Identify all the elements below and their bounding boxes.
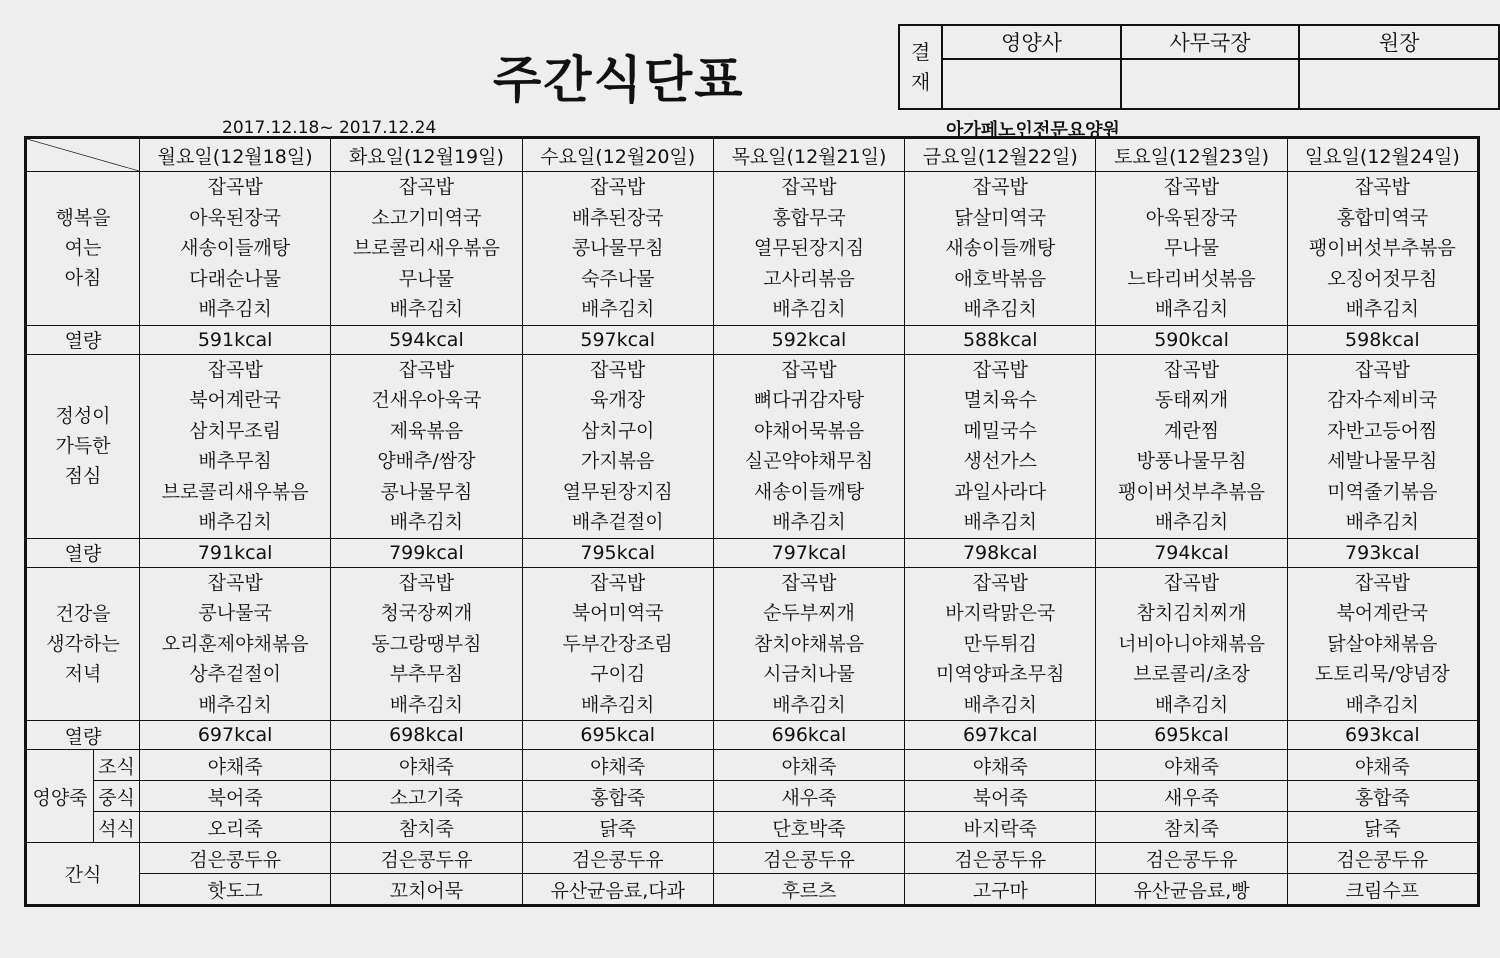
menu-item: 삼치무조림 bbox=[189, 419, 282, 442]
menu-item: 계란찜 bbox=[1164, 419, 1220, 442]
menu-item: 닭살미역국 bbox=[954, 206, 1047, 229]
menu-cell bbox=[522, 567, 713, 721]
meal-label-line: 생각하는 bbox=[46, 632, 120, 655]
calorie-value: 696kcal bbox=[713, 721, 904, 750]
menu-item: 배추김치 bbox=[198, 693, 272, 716]
calorie-label: 열량 bbox=[26, 325, 140, 354]
menu-item: 잡곡밥 bbox=[590, 571, 646, 594]
menu-item: 가지볶음 bbox=[580, 450, 655, 472]
menu-item: 열무된장지짐 bbox=[753, 237, 865, 259]
meal-label-line: 정성이 bbox=[55, 405, 111, 427]
menu-item: 배추김치 bbox=[580, 693, 655, 716]
menu-cell bbox=[905, 172, 1096, 326]
menu-item: 잡곡밥 bbox=[781, 176, 837, 198]
meal-row bbox=[26, 172, 1479, 326]
menu-item: 배추김치 bbox=[772, 511, 846, 533]
porridge-item: 단호박죽 bbox=[713, 812, 904, 843]
menu-item: 만두튀김 bbox=[963, 632, 1037, 655]
porridge-meal-label: 중식 bbox=[94, 781, 140, 812]
porridge-label: 영양죽 bbox=[26, 750, 94, 843]
menu-item: 아욱된장국 bbox=[1145, 206, 1238, 229]
calorie-value: 793kcal bbox=[1287, 538, 1478, 567]
snack-item: 꼬치어묵 bbox=[331, 874, 522, 906]
porridge-meal-label: 석식 bbox=[94, 812, 140, 843]
menu-item: 콩나물국 bbox=[198, 602, 272, 624]
menu-item: 배추김치 bbox=[198, 511, 272, 533]
snack-item: 검은콩두유 bbox=[331, 843, 522, 874]
menu-item: 배추김치 bbox=[1154, 298, 1229, 320]
porridge-row bbox=[26, 812, 1479, 843]
menu-item: 배추무침 bbox=[198, 450, 272, 472]
day-header: 목요일(12월21일) bbox=[713, 138, 904, 172]
calorie-value: 597kcal bbox=[522, 325, 713, 354]
menu-item: 배추김치 bbox=[963, 511, 1037, 533]
menu-item: 오리훈제야채볶음 bbox=[161, 632, 309, 655]
calorie-value: 795kcal bbox=[522, 538, 713, 567]
approval-role-secretary-general: 사무국장 bbox=[1121, 25, 1300, 59]
snack-item: 유산균음료,다과 bbox=[522, 874, 713, 906]
day-header: 일요일(12월24일) bbox=[1287, 138, 1478, 172]
menu-item: 홍합미역국 bbox=[1336, 206, 1429, 229]
menu-item: 홍합무국 bbox=[772, 206, 846, 229]
calorie-value: 797kcal bbox=[713, 538, 904, 567]
menu-item: 도토리묵/양념장 bbox=[1314, 663, 1450, 685]
day-header-row bbox=[26, 138, 1479, 172]
menu-item: 잡곡밥 bbox=[1354, 358, 1410, 381]
meal-row bbox=[26, 354, 1479, 538]
porridge-item: 야채죽 bbox=[905, 750, 1096, 781]
calorie-label: 열량 bbox=[26, 721, 140, 750]
snack-item: 검은콩두유 bbox=[905, 843, 1096, 874]
menu-item: 과일사라다 bbox=[954, 480, 1047, 503]
menu-item: 배추된장국 bbox=[571, 206, 664, 229]
porridge-item: 바지락죽 bbox=[905, 812, 1096, 843]
menu-item: 잡곡밥 bbox=[1354, 571, 1410, 594]
porridge-item: 야채죽 bbox=[1096, 750, 1287, 781]
menu-item: 감자수제비국 bbox=[1327, 389, 1438, 411]
meal-label-line: 아침 bbox=[64, 267, 102, 290]
menu-item: 배추김치 bbox=[963, 298, 1037, 320]
calorie-row bbox=[26, 538, 1479, 567]
approval-label-line2: 재 bbox=[910, 70, 931, 94]
snack-item: 유산균음료,빵 bbox=[1096, 874, 1287, 906]
calorie-value: 598kcal bbox=[1287, 325, 1478, 354]
menu-item: 배추김치 bbox=[772, 693, 846, 716]
calorie-value: 799kcal bbox=[331, 538, 522, 567]
menu-item: 너비아니야채볶음 bbox=[1118, 632, 1265, 655]
approval-role-nutritionist: 영양사 bbox=[942, 25, 1121, 59]
porridge-item: 오리죽 bbox=[140, 812, 331, 843]
corner-cell bbox=[26, 138, 140, 172]
porridge-item: 닭죽 bbox=[522, 812, 713, 843]
menu-item: 양배추/쌈장 bbox=[377, 450, 476, 472]
menu-item: 잡곡밥 bbox=[972, 176, 1028, 198]
menu-item: 바지락맑은국 bbox=[945, 602, 1056, 624]
approval-label-line1: 결 bbox=[910, 40, 931, 64]
day-header: 월요일(12월18일) bbox=[140, 138, 331, 172]
approval-label bbox=[899, 25, 942, 109]
calorie-value: 698kcal bbox=[331, 721, 522, 750]
menu-cell bbox=[905, 567, 1096, 721]
porridge-item: 야채죽 bbox=[1287, 750, 1478, 781]
day-header: 화요일(12월19일) bbox=[331, 138, 522, 172]
porridge-item: 야채죽 bbox=[140, 750, 331, 781]
day-header: 토요일(12월23일) bbox=[1096, 138, 1287, 172]
menu-item: 실곤약야채무침 bbox=[744, 450, 874, 472]
calorie-value: 794kcal bbox=[1096, 538, 1287, 567]
meal-label-line: 가득한 bbox=[55, 435, 111, 457]
porridge-item: 야채죽 bbox=[331, 750, 522, 781]
menu-item: 새송이들깨탕 bbox=[180, 237, 291, 259]
menu-item: 잡곡밥 bbox=[207, 358, 263, 381]
menu-item: 잡곡밥 bbox=[1164, 358, 1220, 381]
menu-cell bbox=[1096, 567, 1287, 721]
menu-cell bbox=[713, 567, 904, 721]
menu-item: 배추김치 bbox=[389, 511, 464, 533]
menu-item: 배추겉절이 bbox=[571, 511, 664, 533]
snack-item: 검은콩두유 bbox=[713, 843, 904, 874]
menu-item: 잡곡밥 bbox=[207, 176, 263, 198]
calorie-row bbox=[26, 721, 1479, 750]
day-header: 금요일(12월22일) bbox=[905, 138, 1096, 172]
snack-item: 검은콩두유 bbox=[1287, 843, 1478, 874]
snack-row bbox=[26, 843, 1479, 874]
menu-cell bbox=[140, 567, 331, 721]
porridge-item: 북어죽 bbox=[140, 781, 331, 812]
porridge-row bbox=[26, 781, 1479, 812]
menu-item: 생선가스 bbox=[963, 450, 1037, 472]
menu-item: 배추김치 bbox=[1345, 511, 1420, 533]
menu-item: 메밀국수 bbox=[963, 419, 1037, 442]
menu-cell bbox=[1287, 172, 1478, 326]
porridge-item: 참치죽 bbox=[331, 812, 522, 843]
menu-item: 콩나물무침 bbox=[571, 237, 664, 259]
menu-item: 팽이버섯부추볶음 bbox=[1118, 480, 1265, 503]
menu-item: 배추김치 bbox=[389, 298, 464, 320]
porridge-item: 참치죽 bbox=[1096, 812, 1287, 843]
menu-item: 북어미역국 bbox=[571, 602, 664, 624]
porridge-item: 홍합죽 bbox=[1287, 781, 1478, 812]
menu-item: 소고기미역국 bbox=[371, 206, 482, 229]
menu-item: 오징어젓무침 bbox=[1327, 267, 1438, 290]
calorie-value: 588kcal bbox=[905, 325, 1096, 354]
menu-item: 부추무침 bbox=[389, 663, 464, 685]
meal-label bbox=[26, 354, 140, 538]
menu-item: 야채어묵볶음 bbox=[753, 419, 865, 442]
calorie-value: 695kcal bbox=[522, 721, 713, 750]
porridge-item: 야채죽 bbox=[522, 750, 713, 781]
signature-box-nutritionist bbox=[942, 59, 1121, 109]
menu-item: 배추김치 bbox=[772, 298, 846, 320]
menu-cell bbox=[1287, 567, 1478, 721]
menu-item: 미역양파초무침 bbox=[936, 663, 1065, 685]
facility-name: 아가페노인전문요양원 bbox=[946, 120, 1120, 141]
snack-item: 고구마 bbox=[905, 874, 1096, 906]
porridge-item: 새우죽 bbox=[713, 781, 904, 812]
menu-item: 순두부찌개 bbox=[763, 602, 855, 624]
porridge-row bbox=[26, 750, 1479, 781]
menu-item: 상추겉절이 bbox=[189, 663, 282, 685]
meal-label-line: 건강을 bbox=[55, 602, 111, 625]
menu-item: 잡곡밥 bbox=[207, 571, 263, 594]
menu-item: 숙주나물 bbox=[580, 267, 655, 290]
menu-cell bbox=[713, 172, 904, 326]
menu-item: 닭살야채볶음 bbox=[1327, 632, 1438, 655]
calorie-value: 590kcal bbox=[1096, 325, 1287, 354]
menu-item: 아욱된장국 bbox=[189, 206, 282, 229]
menu-item: 브로콜리/초장 bbox=[1133, 663, 1250, 685]
menu-item: 팽이버섯부추볶음 bbox=[1308, 237, 1456, 259]
day-header: 수요일(12월20일) bbox=[522, 138, 713, 172]
page-title: 주간식단표 bbox=[493, 51, 745, 109]
menu-item: 새송이들깨탕 bbox=[945, 237, 1056, 259]
menu-item: 잡곡밥 bbox=[1354, 176, 1410, 198]
meal-label-line: 여는 bbox=[64, 237, 102, 260]
calorie-value: 798kcal bbox=[905, 538, 1096, 567]
calorie-value: 591kcal bbox=[140, 325, 331, 354]
menu-item: 육개장 bbox=[590, 389, 646, 411]
menu-item: 건새우아욱국 bbox=[371, 389, 482, 411]
menu-item: 동태찌개 bbox=[1154, 389, 1229, 411]
menu-cell bbox=[905, 354, 1096, 538]
menu-item: 잡곡밥 bbox=[398, 176, 454, 198]
menu-item: 잡곡밥 bbox=[781, 571, 837, 594]
meal-label bbox=[26, 567, 140, 721]
snack-label: 간식 bbox=[26, 843, 140, 906]
menu-cell bbox=[1096, 354, 1287, 538]
menu-item: 북어계란국 bbox=[1336, 602, 1429, 624]
meal-label-line: 저녁 bbox=[64, 662, 102, 685]
menu-item: 브로콜리새우볶음 bbox=[161, 480, 309, 503]
porridge-item: 새우죽 bbox=[1096, 781, 1287, 812]
menu-item: 잡곡밥 bbox=[781, 358, 837, 381]
meal-label-line: 점심 bbox=[64, 465, 102, 487]
menu-item: 배추김치 bbox=[963, 693, 1037, 716]
menu-item: 자반고등어찜 bbox=[1327, 419, 1438, 442]
menu-item: 무나물 bbox=[1164, 237, 1220, 259]
menu-cell bbox=[1287, 354, 1478, 538]
meal-label bbox=[26, 172, 140, 326]
meal-label-line: 행복을 bbox=[55, 207, 111, 230]
menu-item: 청국장찌개 bbox=[380, 602, 473, 624]
menu-item: 잡곡밥 bbox=[1164, 571, 1220, 594]
menu-item: 두부간장조림 bbox=[562, 632, 673, 655]
porridge-item: 야채죽 bbox=[713, 750, 904, 781]
calorie-value: 791kcal bbox=[140, 538, 331, 567]
menu-item: 미역줄기볶음 bbox=[1327, 480, 1438, 503]
snack-item: 크림수프 bbox=[1287, 874, 1478, 906]
porridge-item: 닭죽 bbox=[1287, 812, 1478, 843]
menu-period: 2017.12.18~ 2017.12.24 bbox=[222, 118, 437, 138]
snack-item: 검은콩두유 bbox=[522, 843, 713, 874]
menu-item: 배추김치 bbox=[1345, 298, 1420, 320]
snack-item: 검은콩두유 bbox=[1096, 843, 1287, 874]
menu-item: 브로콜리새우볶음 bbox=[353, 237, 500, 259]
snack-item: 후르츠 bbox=[713, 874, 904, 906]
snack-item: 검은콩두유 bbox=[140, 843, 331, 874]
menu-cell bbox=[522, 172, 713, 326]
calorie-value: 695kcal bbox=[1096, 721, 1287, 750]
menu-cell bbox=[1096, 172, 1287, 326]
porridge-meal-label: 조식 bbox=[94, 750, 140, 781]
menu-item: 잡곡밥 bbox=[972, 358, 1028, 381]
porridge-item: 북어죽 bbox=[905, 781, 1096, 812]
menu-item: 배추김치 bbox=[1345, 693, 1420, 716]
calorie-value: 693kcal bbox=[1287, 721, 1478, 750]
menu-item: 잡곡밥 bbox=[972, 571, 1028, 594]
menu-item: 동그랑땡부침 bbox=[371, 632, 482, 655]
menu-item: 배추김치 bbox=[389, 693, 464, 716]
signature-box-secretary-general bbox=[1121, 59, 1300, 109]
menu-item: 배추김치 bbox=[1154, 693, 1229, 716]
menu-item: 잡곡밥 bbox=[398, 571, 454, 594]
menu-item: 삼치구이 bbox=[580, 419, 655, 442]
calorie-label: 열량 bbox=[26, 538, 140, 567]
menu-item: 잡곡밥 bbox=[590, 358, 646, 381]
menu-item: 제육볶음 bbox=[389, 419, 464, 442]
menu-item: 북어계란국 bbox=[189, 389, 282, 411]
menu-item: 느타리버섯볶음 bbox=[1127, 267, 1256, 290]
meal-row bbox=[26, 567, 1479, 721]
menu-item: 참치야채볶음 bbox=[753, 632, 865, 655]
menu-item: 애호박볶음 bbox=[954, 267, 1047, 290]
menu-item: 잡곡밥 bbox=[398, 358, 454, 381]
menu-cell bbox=[713, 354, 904, 538]
porridge-item: 홍합죽 bbox=[522, 781, 713, 812]
menu-item: 무나물 bbox=[398, 267, 454, 290]
menu-item: 다래순나물 bbox=[189, 267, 282, 290]
porridge-item: 소고기죽 bbox=[331, 781, 522, 812]
menu-item: 잡곡밥 bbox=[590, 176, 646, 198]
menu-item: 구이김 bbox=[590, 663, 646, 685]
menu-item: 콩나물무침 bbox=[380, 480, 473, 503]
menu-item: 배추김치 bbox=[198, 298, 272, 320]
calorie-row bbox=[26, 325, 1479, 354]
approval-box bbox=[898, 24, 1500, 110]
calorie-value: 594kcal bbox=[331, 325, 522, 354]
menu-cell bbox=[140, 172, 331, 326]
snack-row bbox=[26, 874, 1479, 906]
menu-cell bbox=[522, 354, 713, 538]
approval-role-director: 원장 bbox=[1299, 25, 1499, 59]
menu-item: 시금치나물 bbox=[763, 663, 855, 685]
calorie-value: 592kcal bbox=[713, 325, 904, 354]
menu-item: 잡곡밥 bbox=[1164, 176, 1220, 198]
menu-item: 배추김치 bbox=[1154, 511, 1229, 533]
snack-item: 핫도그 bbox=[140, 874, 331, 906]
menu-cell bbox=[331, 567, 522, 721]
menu-item: 새송이들깨탕 bbox=[753, 480, 865, 503]
menu-cell bbox=[331, 354, 522, 538]
menu-item: 세발나물무침 bbox=[1327, 450, 1438, 472]
menu-item: 열무된장지짐 bbox=[562, 480, 673, 503]
weekly-menu-table bbox=[24, 136, 1480, 907]
menu-item: 멸치육수 bbox=[963, 389, 1037, 411]
menu-cell bbox=[140, 354, 331, 538]
menu-cell bbox=[331, 172, 522, 326]
menu-item: 배추김치 bbox=[580, 298, 655, 320]
menu-item: 고사리볶음 bbox=[763, 267, 855, 290]
calorie-value: 697kcal bbox=[905, 721, 1096, 750]
menu-item: 뼈다귀감자탕 bbox=[753, 389, 865, 411]
calorie-value: 697kcal bbox=[140, 721, 331, 750]
menu-item: 방풍나물무침 bbox=[1136, 450, 1247, 472]
menu-item: 참치김치찌개 bbox=[1136, 602, 1247, 624]
signature-box-director bbox=[1299, 59, 1499, 109]
